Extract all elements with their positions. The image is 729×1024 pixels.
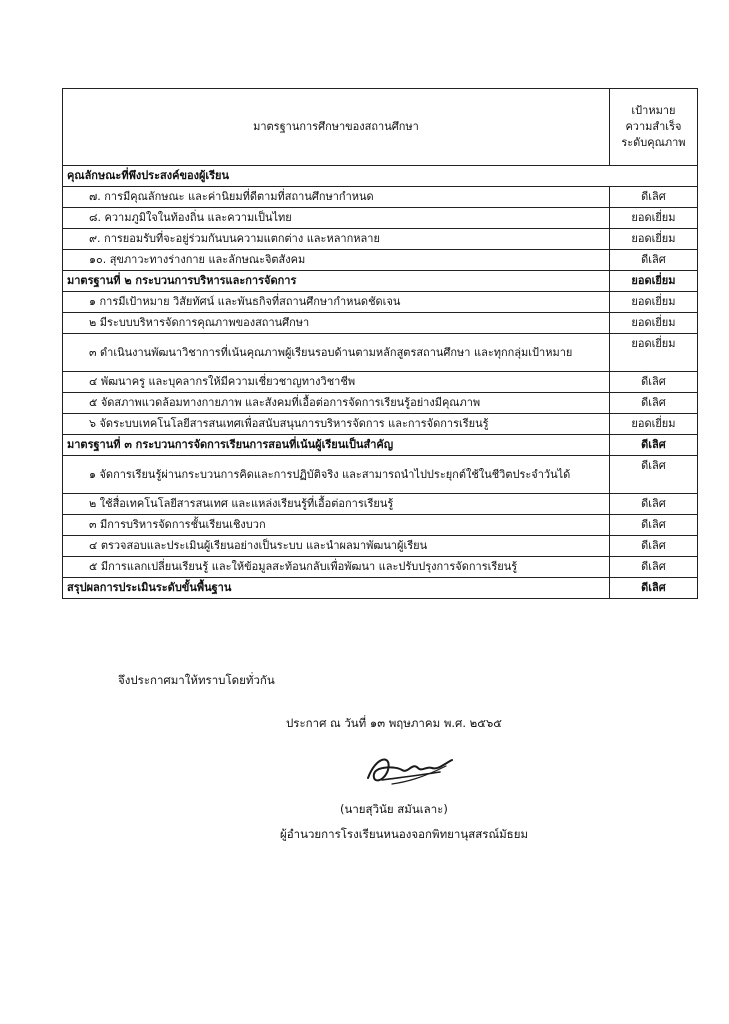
section-title: มาตรฐานที่ ๓ กระบวนการจัดการเรียนการสอนที่เน้นผู้เรียนเป็นสำคัญ bbox=[63, 435, 610, 456]
standard-text: ๙. การยอมรับที่จะอยู่ร่วมกันบนความแตกต่าง และหลากหลาย bbox=[63, 229, 610, 250]
result-text: ยอดเยี่ยม bbox=[609, 229, 697, 250]
section-title: สรุปผลการประเมินระดับขั้นพื้นฐาน bbox=[63, 578, 610, 599]
table-row bbox=[63, 187, 698, 208]
table-row bbox=[63, 456, 698, 494]
header-result-line-1: เป้าหมาย bbox=[631, 104, 676, 117]
result-text: ยอดเยี่ยม bbox=[609, 414, 697, 435]
standard-text: ๔ ตรวจสอบและประเมินผู้เรียนอย่างเป็นระบบ และนำผลมาพัฒนาผู้เรียน bbox=[63, 536, 610, 557]
section-result: ดีเลิศ bbox=[609, 578, 697, 599]
section-result: ดีเลิศ bbox=[609, 435, 697, 456]
table-row bbox=[63, 250, 698, 271]
result-text: ดีเลิศ bbox=[609, 393, 697, 414]
standard-text: ๓ มีการบริหารจัดการชั้นเรียนเชิงบวก bbox=[63, 515, 610, 536]
standard-text: ๕ จัดสภาพแวดล้อมทางกายภาพ และสังคมที่เอื้อต่อการจัดการเรียนรู้อย่างมีคุณภาพ bbox=[63, 393, 610, 414]
date-line: ประกาศ ณ วันที่ ๑๓ พฤษภาคม พ.ศ. ๒๕๖๕ bbox=[286, 716, 502, 730]
header-result bbox=[609, 89, 697, 166]
table-row bbox=[63, 229, 698, 250]
result-text: ดีเลิศ bbox=[609, 250, 697, 271]
standard-text: ๑ การมีเป้าหมาย วิสัยทัศน์ และพันธกิจที่สถานศึกษากำหนดชัดเจน bbox=[63, 292, 610, 313]
standard-text: ๒ มีระบบบริหารจัดการคุณภาพของสถานศึกษา bbox=[63, 313, 610, 334]
table-row-section bbox=[63, 578, 698, 599]
section-title: มาตรฐานที่ ๒ กระบวนการบริหารและการจัดการ bbox=[63, 271, 610, 292]
result-text: ดีเลิศ bbox=[609, 372, 697, 393]
table-row bbox=[63, 557, 698, 578]
result-text: ดีเลิศ bbox=[609, 187, 697, 208]
table-row bbox=[63, 372, 698, 393]
table-row-section bbox=[63, 166, 698, 187]
standard-text: ๔ พัฒนาครู และบุคลากรให้มีความเชี่ยวชาญทางวิชาชีพ bbox=[63, 372, 610, 393]
result-text: ยอดเยี่ยม bbox=[609, 208, 697, 229]
result-text: ดีเลิศ bbox=[609, 536, 697, 557]
standard-text: ๓ ดำเนินงานพัฒนาวิชาการที่เน้นคุณภาพผู้เรียนรอบด้านตามหลักสูตรสถานศึกษา และทุกกลุ่มเป้าหมาย bbox=[63, 334, 610, 372]
table-row bbox=[63, 515, 698, 536]
table-row bbox=[63, 208, 698, 229]
header-standard: มาตรฐานการศึกษาของสถานศึกษา bbox=[63, 89, 610, 166]
table-row-section bbox=[63, 271, 698, 292]
section-title: คุณลักษณะที่พึงประสงค์ของผู้เรียน bbox=[63, 166, 698, 187]
standard-text: ๗. การมีคุณลักษณะ และค่านิยมที่ดีตามที่สถานศึกษากำหนด bbox=[63, 187, 610, 208]
section-result: ยอดเยี่ยม bbox=[609, 271, 697, 292]
standard-text: ๕ มีการแลกเปลี่ยนเรียนรู้ และให้ข้อมูลสะท้อนกลับเพื่อพัฒนา และปรับปรุงการจัดการเรียนรู้ bbox=[63, 557, 610, 578]
table-row bbox=[63, 494, 698, 515]
signer-name: (นายสุวินัย สมันเลาะ) bbox=[340, 802, 448, 816]
table-row bbox=[63, 313, 698, 334]
announcement-text: จึงประกาศมาให้ทราบโดยทั่วกัน bbox=[118, 673, 275, 687]
result-text: ยอดเยี่ยม bbox=[609, 334, 697, 372]
result-text: ดีเลิศ bbox=[609, 456, 697, 494]
header-result-line-3: ระดับคุณภาพ bbox=[621, 136, 686, 149]
result-text: ยอดเยี่ยม bbox=[609, 313, 697, 334]
signer-position: ผู้อำนวยการโรงเรียนหนองจอกพิทยานุสสรณ์มัธยม bbox=[280, 827, 529, 841]
assessment-table bbox=[62, 88, 698, 599]
result-text: ดีเลิศ bbox=[609, 494, 697, 515]
result-text: ยอดเยี่ยม bbox=[609, 292, 697, 313]
table-row bbox=[63, 292, 698, 313]
table-row bbox=[63, 536, 698, 557]
signature-image bbox=[362, 748, 458, 790]
result-text: ดีเลิศ bbox=[609, 515, 697, 536]
standard-text: ๘. ความภูมิใจในท้องถิ่น และความเป็นไทย bbox=[63, 208, 610, 229]
result-text: ดีเลิศ bbox=[609, 557, 697, 578]
table-row-section bbox=[63, 435, 698, 456]
standard-text: ๖ จัดระบบเทคโนโลยีสารสนเทศเพื่อสนับสนุนการบริหารจัดการ และการจัดการเรียนรู้ bbox=[63, 414, 610, 435]
table-row bbox=[63, 414, 698, 435]
standard-text: ๑ จัดการเรียนรู้ผ่านกระบวนการคิดและการปฏิบัติจริง และสามารถนำไปประยุกต์ใช้ในชีวิตประจำวันได้ bbox=[63, 456, 610, 494]
table-row bbox=[63, 334, 698, 372]
standard-text: ๒ ใช้สื่อเทคโนโลยีสารสนเทศ และแหล่งเรียนรู้ที่เอื้อต่อการเรียนรู้ bbox=[63, 494, 610, 515]
table-row bbox=[63, 393, 698, 414]
header-result-line-2: ความสำเร็จ bbox=[625, 120, 682, 133]
standard-text: ๑๐. สุขภาวะทางร่างกาย และลักษณะจิตสังคม bbox=[63, 250, 610, 271]
